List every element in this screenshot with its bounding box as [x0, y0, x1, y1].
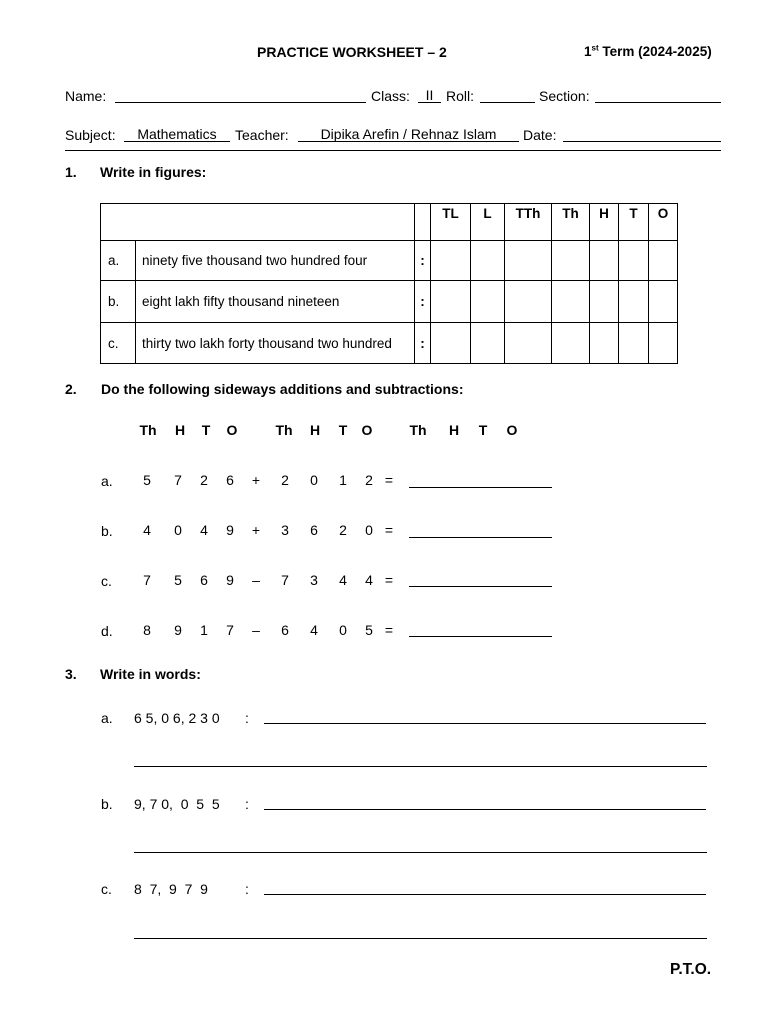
- pv-header: O: [506, 422, 518, 438]
- equals-sign: =: [384, 572, 394, 588]
- pv-header: H: [448, 422, 460, 438]
- q2-number: 2.: [65, 381, 77, 397]
- pv-header: Th: [139, 422, 157, 438]
- pv-header: O: [361, 422, 373, 438]
- q2-title: Do the following sideways additions and subtractions:: [101, 381, 464, 397]
- section-blank[interactable]: [595, 102, 721, 103]
- answer-blank[interactable]: [409, 636, 552, 637]
- sum-letter: d.: [101, 623, 113, 639]
- digit: 4: [310, 622, 318, 638]
- answer-cell[interactable]: [552, 281, 590, 323]
- answer-cell[interactable]: [431, 281, 471, 323]
- header-divider: [65, 150, 721, 151]
- roll-label: Roll:: [446, 88, 475, 104]
- digit: 2: [200, 472, 208, 488]
- answer-cell[interactable]: [471, 241, 505, 281]
- teacher-value[interactable]: Dipika Arefin / Rehnaz Islam: [298, 127, 519, 142]
- name-blank[interactable]: [115, 102, 366, 103]
- digit: 9: [174, 622, 182, 638]
- operator: –: [252, 622, 260, 638]
- row-letter: b.: [101, 281, 136, 323]
- answer-cell[interactable]: [619, 241, 649, 281]
- digit: 7: [143, 572, 151, 588]
- digit: 5: [365, 622, 373, 638]
- pv-header: T: [478, 422, 488, 438]
- digit: 3: [310, 572, 318, 588]
- roll-blank[interactable]: [480, 102, 535, 103]
- class-label: Class:: [371, 88, 410, 104]
- figures-table: [100, 203, 678, 364]
- row-words: thirty two lakh forty thousand two hundred: [136, 323, 415, 364]
- answer-line[interactable]: [264, 723, 706, 724]
- row-colon: :: [415, 241, 431, 281]
- answer-cell[interactable]: [649, 281, 678, 323]
- row-letter: c.: [101, 323, 136, 364]
- digit: 0: [310, 472, 318, 488]
- header-colon-cell: [415, 204, 431, 241]
- words-colon: :: [245, 710, 249, 726]
- digit: 8: [143, 622, 151, 638]
- answer-cell[interactable]: [505, 241, 552, 281]
- section-label: Section:: [539, 88, 590, 104]
- answer-cell[interactable]: [590, 281, 619, 323]
- q1-title: Write in figures:: [100, 164, 207, 180]
- col-header-tl: TL: [431, 204, 471, 241]
- row-words: ninety five thousand two hundred four: [136, 241, 415, 281]
- words-number: 8 7, 9 7 9: [134, 881, 208, 897]
- answer-cell[interactable]: [552, 323, 590, 364]
- digit: 6: [200, 572, 208, 588]
- row-colon: :: [415, 281, 431, 323]
- equals-sign: =: [384, 472, 394, 488]
- digit: 2: [339, 522, 347, 538]
- col-header-l: L: [471, 204, 505, 241]
- digit: 2: [281, 472, 289, 488]
- row-letter: a.: [101, 241, 136, 281]
- digit: 6: [310, 522, 318, 538]
- answer-cell[interactable]: [590, 241, 619, 281]
- digit: 5: [143, 472, 151, 488]
- digit: 7: [281, 572, 289, 588]
- digit: 4: [200, 522, 208, 538]
- operator: –: [252, 572, 260, 588]
- answer-line[interactable]: [134, 852, 707, 853]
- answer-cell[interactable]: [431, 323, 471, 364]
- digit: 1: [339, 472, 347, 488]
- sum-letter: a.: [101, 473, 113, 489]
- equals-sign: =: [384, 622, 394, 638]
- answer-blank[interactable]: [409, 537, 552, 538]
- pto-label: P.T.O.: [670, 961, 712, 978]
- words-colon: :: [245, 796, 249, 812]
- pv-header: T: [338, 422, 348, 438]
- answer-cell[interactable]: [619, 281, 649, 323]
- table-row: [101, 323, 678, 364]
- table-row: [101, 241, 678, 281]
- pv-header: T: [201, 422, 211, 438]
- digit: 7: [226, 622, 234, 638]
- subject-label: Subject:: [65, 127, 116, 143]
- digit: 3: [281, 522, 289, 538]
- col-header-t: T: [619, 204, 649, 241]
- q1-number: 1.: [65, 164, 77, 180]
- answer-cell[interactable]: [552, 241, 590, 281]
- pv-header: Th: [409, 422, 427, 438]
- answer-cell[interactable]: [505, 323, 552, 364]
- equals-sign: =: [384, 522, 394, 538]
- header-blank-cell: [101, 204, 415, 241]
- digit: 9: [226, 572, 234, 588]
- digit: 9: [226, 522, 234, 538]
- worksheet-title: PRACTICE WORKSHEET – 2: [257, 44, 447, 60]
- answer-line[interactable]: [134, 766, 707, 767]
- answer-cell[interactable]: [471, 323, 505, 364]
- words-colon: :: [245, 881, 249, 897]
- words-letter: a.: [101, 710, 113, 726]
- words-number: 9, 7 0, 0 5 5: [134, 796, 220, 812]
- q3-number: 3.: [65, 666, 77, 682]
- col-header-tth: TTh: [505, 204, 552, 241]
- answer-cell[interactable]: [505, 281, 552, 323]
- digit: 6: [281, 622, 289, 638]
- q3-title: Write in words:: [100, 666, 201, 682]
- digit: 0: [339, 622, 347, 638]
- sum-letter: c.: [101, 573, 112, 589]
- digit: 4: [339, 572, 347, 588]
- answer-line[interactable]: [264, 809, 706, 810]
- sum-letter: b.: [101, 523, 113, 539]
- digit: 2: [365, 472, 373, 488]
- col-header-th: Th: [552, 204, 590, 241]
- answer-cell[interactable]: [649, 241, 678, 281]
- digit: 5: [174, 572, 182, 588]
- date-label: Date:: [523, 127, 557, 143]
- table-row: [101, 281, 678, 323]
- operator: +: [251, 472, 261, 488]
- row-colon: :: [415, 323, 431, 364]
- pv-header: O: [226, 422, 238, 438]
- term-label: 1st Term (2024-2025): [584, 43, 712, 59]
- words-letter: b.: [101, 796, 113, 812]
- digit: 6: [226, 472, 234, 488]
- answer-blank[interactable]: [409, 586, 552, 587]
- pv-header: H: [309, 422, 321, 438]
- digit: 1: [200, 622, 208, 638]
- answer-cell[interactable]: [590, 323, 619, 364]
- name-label: Name:: [65, 88, 107, 104]
- answer-cell[interactable]: [619, 323, 649, 364]
- answer-cell[interactable]: [649, 323, 678, 364]
- answer-cell[interactable]: [471, 281, 505, 323]
- answer-blank[interactable]: [409, 487, 552, 488]
- digit: 0: [365, 522, 373, 538]
- words-number: 6 5, 0 6, 2 3 0: [134, 710, 220, 726]
- digit: 0: [174, 522, 182, 538]
- pv-header: Th: [275, 422, 293, 438]
- row-words: eight lakh fifty thousand nineteen: [136, 281, 415, 323]
- answer-line[interactable]: [134, 938, 707, 939]
- col-header-o: O: [649, 204, 678, 241]
- answer-line[interactable]: [264, 894, 706, 895]
- answer-cell[interactable]: [431, 241, 471, 281]
- digit: 4: [365, 572, 373, 588]
- teacher-label: Teacher:: [235, 127, 289, 143]
- digit: 7: [174, 472, 182, 488]
- pv-header: H: [174, 422, 186, 438]
- digit: 4: [143, 522, 151, 538]
- operator: +: [251, 522, 261, 538]
- date-blank[interactable]: [563, 141, 721, 142]
- class-value[interactable]: II: [418, 88, 441, 103]
- table-header-row: [101, 204, 678, 241]
- subject-value[interactable]: Mathematics: [124, 127, 230, 142]
- col-header-h: H: [590, 204, 619, 241]
- words-letter: c.: [101, 881, 112, 897]
